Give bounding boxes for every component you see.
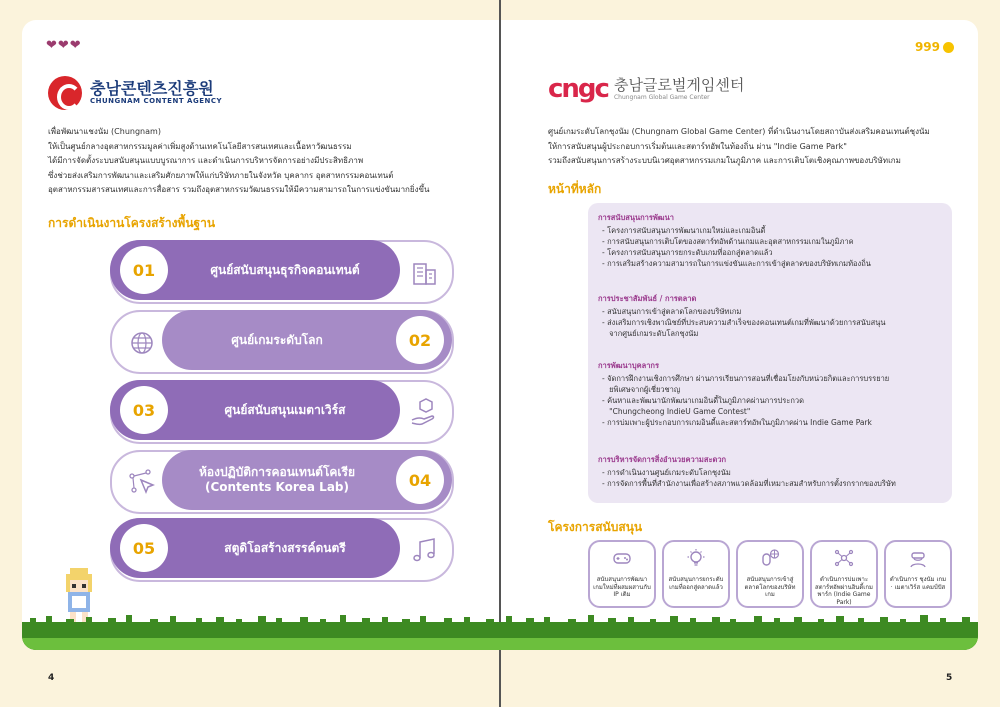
support-programs-title: โครงการสนับสนุน <box>548 520 643 534</box>
network-icon <box>834 548 854 568</box>
function-list <box>602 467 947 489</box>
infra-item-01 <box>110 240 454 304</box>
cursor-network-icon <box>126 466 158 498</box>
building-icon <box>408 256 440 288</box>
function-item: - ค้นหาและพัฒนานักพัฒนาเกมอินดี้ในภูมิภาคผ่านการประกวด <box>602 396 804 405</box>
game-center-logo-en: Chungnam Global Game Center <box>613 94 710 101</box>
support-card <box>588 540 656 608</box>
function-item: - จัดการฝึกงานเชิงการศึกษา ผ่านการเรียนการสอนที่เชื่อมโยงกับหน่วยกิตและการบรรยาย <box>602 374 890 383</box>
infra-item-label: สตูดิโอสร้างสรรค์ดนตรี <box>224 540 346 555</box>
function-item: ยพิเศษจากผู้เชี่ยวชาญ <box>602 385 681 394</box>
lightbulb-icon <box>686 548 706 568</box>
function-item: - ส่งเสริมการเชิงพาณิชย์ที่ประสบความสำเร็จของคอนเทนต์เกมที่พัฒนาด้วยการสนับสนุน <box>602 318 886 327</box>
support-card <box>810 540 878 608</box>
function-item: จากศูนย์เกมระดับโลกชุงนัม <box>602 329 699 338</box>
infra-item-03 <box>110 380 454 444</box>
gamepad-icon <box>612 548 632 568</box>
infrastructure-title: การดำเนินงานโครงสร้างพื้นฐาน <box>48 216 216 230</box>
infra-item-number: 01 <box>120 246 168 294</box>
cngc-logo-mark: cngc <box>548 74 608 104</box>
book-spine <box>499 0 501 707</box>
left-intro <box>48 125 468 198</box>
support-card-text: สนับสนุนการยกระดับเกมที่ออกสู่ตลาดแล้ว <box>668 576 724 591</box>
function-heading: การพัฒนาบุคลากร <box>598 361 659 370</box>
intro-line: รวมถึงสนับสนุนการสร้างระบบนิเวศอุตสาหกรรมเกมในภูมิภาค และการเติบโตเชิงคุณภาพของบริษัทเกม <box>548 156 901 166</box>
support-card <box>662 540 730 608</box>
intro-line: เพื่อพัฒนาแชงนัม (Chungnam) <box>48 127 161 136</box>
chungnam-global-game-center-logo <box>548 76 744 102</box>
function-item: "Chungcheong IndieU Game Contest" <box>602 407 751 416</box>
function-heading: การประชาสัมพันธ์ / การตลาด <box>598 294 697 303</box>
infra-item-02 <box>110 310 454 374</box>
infra-item-label: ศูนย์เกมระดับโลก <box>231 332 323 347</box>
hand-cube-icon <box>408 396 440 428</box>
infra-item-number: 02 <box>396 316 444 364</box>
support-card-text: สนับสนุนการเข้าสู่ตลาดโลกของบริษัทเกม <box>744 576 796 598</box>
infra-item-number: 04 <box>396 456 444 504</box>
coin-count: 999 <box>914 40 940 54</box>
function-item: - การสนับสนุนการเติบโตของสตาร์ทอัพด้านเกมและอุตสาหกรรมเกมในภูมิภาค <box>602 237 854 246</box>
agency-logo-icon <box>48 76 82 110</box>
support-card-text: สนับสนุนการพัฒนาเกมใหม่ที่ผสมผสานกับ IP เดิม <box>593 576 651 598</box>
right-intro <box>548 125 968 169</box>
page-number-right: 5 <box>946 673 953 683</box>
function-item: - โครงการสนับสนุนการพัฒนาเกมใหม่และเกมอินดี้ <box>602 226 766 235</box>
function-item: - โครงการสนับสนุนการยกระดับเกมที่ออกสู่ตลาดแล้ว <box>602 248 773 257</box>
function-item: - การบ่มเพาะผู้ประกอบการเกมอินดี้และสตาร์ทอัพในภูมิภาคผ่าน Indie Game Park <box>602 418 872 427</box>
support-card-text: ดำเนินการบ่มเพาะสตาร์ทอัพผ่านอินดี้เกมพาร์ก (Indie Game Park) <box>815 576 873 606</box>
intro-line: ซึ่งช่วยส่งเสริมการพัฒนาและเสริมศักยภาพให้แก่บริษัทภายในจังหวัด บุคลากร อุตสาหกรรมคอนเทนต์ <box>48 170 394 180</box>
intro-line: ได้มีการจัดตั้งระบบสนับสนุนแบบบูรณาการ และดำเนินการบริหารจัดการอย่างมีประสิทธิภาพ <box>48 156 364 166</box>
coin-icon <box>943 42 954 53</box>
infra-item-04 <box>110 450 454 514</box>
intro-line: ให้การสนับสนุนผู้ประกอบการเริ่มต้นและสตาร์ทอัพในท้องถิ่น ผ่าน "Indie Game Park" <box>548 141 847 151</box>
function-list <box>602 225 947 269</box>
function-item: - สนับสนุนการเข้าสู่ตลาดโลกของบริษัทเกม <box>602 307 742 316</box>
music-icon <box>408 534 440 566</box>
intro-line: ให้เป็นศูนย์กลางอุตสาหกรรมมูลค่าเพิ่มสูงด้านเทคโนโลยีสารสนเทศและเนื้อหาวัฒนธรรม <box>48 141 352 151</box>
function-heading: การสนับสนุนการพัฒนา <box>598 213 674 222</box>
support-card-text: ดำเนินการ ชุงนัม เกม · เมตาเวิร์ส แคมป์ปัส <box>889 576 947 591</box>
function-list <box>602 373 947 428</box>
function-item: - การเสริมสร้างความสามารถในการแข่งขันและการเข้าสู่ตลาดของบริษัทเกมท้องถิ่น <box>602 259 871 268</box>
function-item: - การจัดการพื้นที่สำนักงานเพื่อสร้างสภาพแวดล้อมที่เหมาะสมสำหรับการตั้งรกรากของบริษัท <box>602 479 896 488</box>
hearts-icon: ❤❤❤ <box>46 38 82 53</box>
function-item: - การดำเนินงานศูนย์เกมระดับโลกชุงนัม <box>602 468 731 477</box>
support-card <box>884 540 952 608</box>
coin-counter <box>915 40 954 54</box>
agency-logo-en: CHUNGNAM CONTENT AGENCY <box>90 97 223 105</box>
game-center-logo-kr: 충남글로벌게임센터 <box>613 76 745 94</box>
function-list <box>602 306 947 339</box>
page-number-left: 4 <box>48 673 55 683</box>
infra-item-number: 03 <box>120 386 168 434</box>
infra-item-05 <box>110 518 454 582</box>
agency-logo-kr: 충남콘텐츠진흥원 <box>90 79 214 98</box>
vr-person-icon <box>908 548 928 568</box>
mouse-globe-icon <box>760 548 780 568</box>
pixel-grass-decoration <box>22 612 978 650</box>
infra-item-number: 05 <box>120 524 168 572</box>
infra-item-label: ศูนย์สนับสนุนธุรกิจคอนเทนต์ <box>210 262 360 277</box>
intro-line: อุตสาหกรรมสารสนเทศและการสื่อสาร รวมถึงอุตสาหกรรมวัฒนธรรมให้มีความสามารถในการแข่งขันมากยิ่งขึ้น <box>48 185 430 195</box>
main-functions-title: หน้าที่หลัก <box>548 182 602 196</box>
infra-item-label: ห้องปฏิบัติการคอนเทนต์โคเรีย (Contents Korea Lab) <box>198 465 355 494</box>
intro-line: ศูนย์เกมระดับโลกชุงนัม (Chungnam Global Game Center) ที่ดำเนินงานโดยสถาบันส่งเสริมคอนเทนต์ชุงนัม <box>548 127 930 136</box>
chungnam-content-agency-logo <box>48 76 222 110</box>
function-heading: การบริหารจัดการสิ่งอำนวยความสะดวก <box>598 455 727 464</box>
globe-icon <box>126 326 158 358</box>
infra-item-label: ศูนย์สนับสนุนเมตาเวิร์ส <box>224 402 346 417</box>
support-card <box>736 540 804 608</box>
